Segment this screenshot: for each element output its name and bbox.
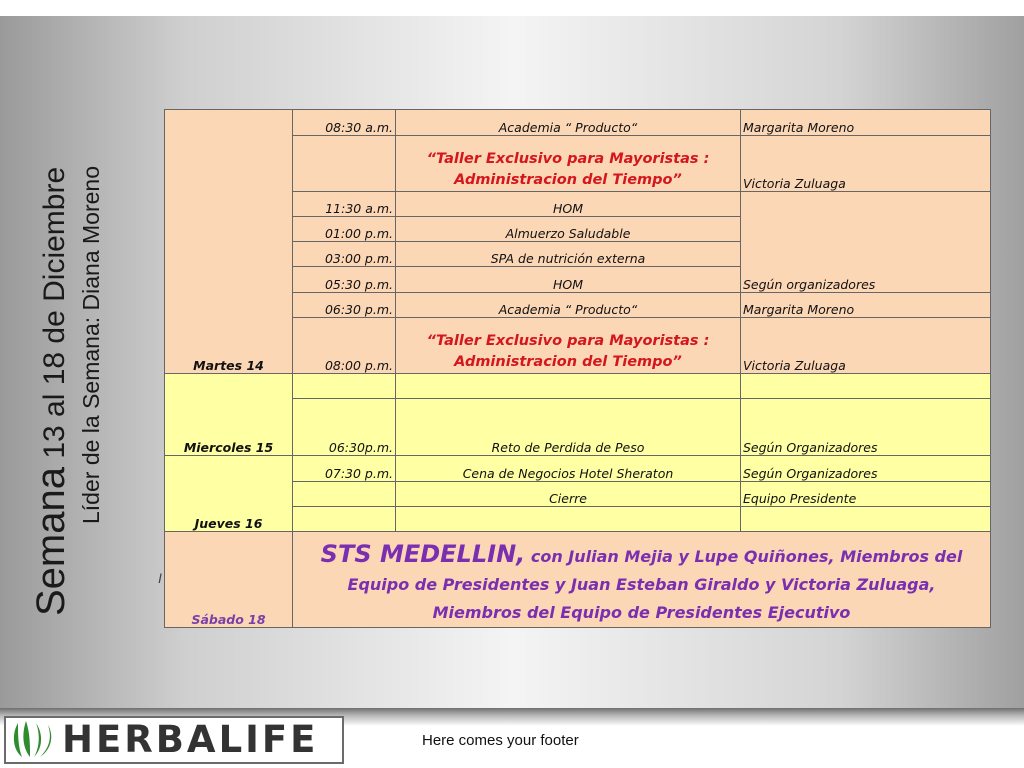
person-cell [741,507,991,532]
activity-cell: Academia “ Producto“ [396,110,741,136]
activity-cell: Cierre [396,482,741,507]
vertical-title-rotated [30,96,125,616]
person-cell: Margarita Moreno [741,110,991,136]
table-row [165,374,991,399]
time-cell [293,374,396,399]
activity-cell: Reto de Perdida de Peso [396,399,741,456]
person-cell-group: Según organizadores [741,192,991,293]
person-cell: Según Organizadores [741,399,991,456]
vertical-title [30,96,125,616]
time-cell: 01:00 p.m. [293,217,396,242]
table-row [165,110,991,136]
activity-cell: SPA de nutrición externa [396,242,741,267]
schedule-table [164,109,991,628]
time-cell: 05:30 p.m. [293,267,396,293]
sts-title: STS MEDELLIN, [320,540,526,568]
week-title [30,96,76,616]
week-leader: Líder de la Semana: Diana Moreno [78,166,104,524]
person-cell: Victoria Zuluaga [741,318,991,374]
sts-medellin-cell [293,532,991,628]
time-cell: 07:30 p.m. [293,456,396,482]
date-range: 13 al 18 de Diciembre [38,166,71,468]
day-sabado: Sábado 18 [165,532,293,628]
table-row [165,456,991,482]
person-cell: Según Organizadores [741,456,991,482]
time-cell: 03:00 p.m. [293,242,396,267]
day-miercoles: Miercoles 15 [165,374,293,456]
activity-cell [396,507,741,532]
time-cell [293,482,396,507]
herbalife-logo [4,716,344,764]
time-cell: 06:30p.m. [293,399,396,456]
top-band [0,0,1024,16]
logo-text: HERBALIFE [62,718,319,761]
activity-cell: “Taller Exclusivo para Mayoristas : Administracion del Tiempo” [396,318,741,374]
time-cell: 06:30 p.m. [293,293,396,318]
activity-cell: “Taller Exclusivo para Mayoristas : Administracion del Tiempo” [396,136,741,192]
activity-cell: Almuerzo Saludable [396,217,741,242]
person-cell [741,374,991,399]
activity-cell [396,374,741,399]
stray-mark: I [158,570,162,586]
activity-cell: Cena de Negocios Hotel Sheraton [396,456,741,482]
person-cell: Margarita Moreno [741,293,991,318]
time-cell: 08:30 a.m. [293,110,396,136]
semana-word: Semana [29,467,73,616]
person-cell: Equipo Presidente [741,482,991,507]
time-cell: 08:00 p.m. [293,318,396,374]
activity-cell: HOM [396,192,741,217]
sts-line-1: con Julian Mejia y Lupe Quiñones, Miembros del [525,547,963,566]
sts-line-2: Equipo de Presidentes y Juan Esteban Giraldo y Victoria Zuluaga, [347,575,936,594]
footer-text: Here comes your footer [422,732,579,749]
table-row [165,532,991,628]
activity-cell: Academia “ Producto“ [396,293,741,318]
time-cell [293,136,396,192]
activity-cell: HOM [396,267,741,293]
day-martes: Martes 14 [165,110,293,374]
person-cell: Victoria Zuluaga [741,136,991,192]
herbalife-leaf-icon [6,718,62,762]
sts-line-3: Miembros del Equipo de Presidentes Ejecutivo [432,603,851,622]
time-cell [293,507,396,532]
day-jueves: Jueves 16 [165,456,293,532]
time-cell: 11:30 a.m. [293,192,396,217]
